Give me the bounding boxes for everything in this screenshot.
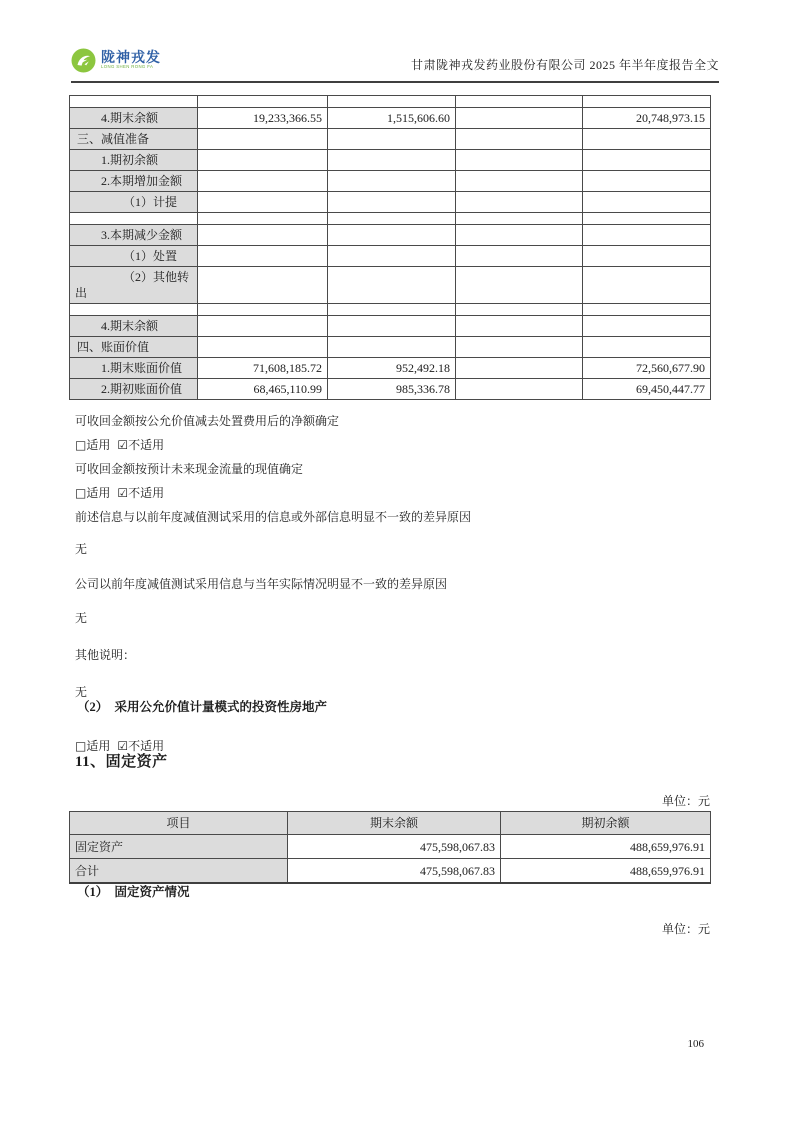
row-label-cell: 合计 [70, 859, 288, 884]
checkbox-checked-icon: ☑ [117, 739, 129, 753]
page-content [69, 95, 710, 936]
value-cell: 69,450,447.77 [583, 379, 711, 400]
value-cell [198, 246, 328, 267]
logo-text [101, 50, 174, 71]
not-applicable-label: 不适用 [128, 486, 165, 500]
row-label-cell: （1）处置 [70, 246, 198, 267]
value-cell [456, 108, 583, 129]
empty-cell [583, 96, 711, 108]
logo-bird-icon [71, 48, 96, 73]
value-cell: 475,598,067.83 [288, 835, 501, 859]
applicability-line [69, 438, 710, 452]
section-investment-property-heading: （2） 采用公允价值计量模式的投资性房地产 [77, 700, 328, 714]
value-cell: 488,659,976.91 [501, 859, 711, 884]
table-row [70, 108, 711, 129]
empty-cell [456, 96, 583, 108]
table-row [70, 171, 711, 192]
value-cell [328, 316, 456, 337]
company-logo [71, 48, 174, 73]
value-cell [456, 150, 583, 171]
value-cell [583, 192, 711, 213]
row-label-cell: 1.期初余额 [70, 150, 198, 171]
checkbox-unchecked-icon: □ [75, 486, 87, 500]
table-row [70, 859, 711, 884]
impairment-table-body [70, 96, 711, 400]
table-row [70, 267, 711, 304]
value-cell: 488,659,976.91 [501, 835, 711, 859]
value-cell [456, 225, 583, 246]
table-row [70, 129, 711, 150]
applicable-label: 适用 [86, 438, 111, 452]
applicability-line [69, 486, 710, 500]
value-cell [328, 192, 456, 213]
page-header [71, 48, 719, 83]
value-cell [328, 267, 456, 304]
logo-brand-en: LONG SHEN RONG FA [101, 65, 154, 70]
value-cell: 475,598,067.83 [288, 859, 501, 884]
value-cell [456, 171, 583, 192]
value-cell [198, 150, 328, 171]
recoverable-fair-value-text: 可收回金额按公允价值减去处置费用后的净额确定 [75, 414, 340, 428]
row-label-cell: 四、账面价值 [70, 337, 198, 358]
checkbox-checked-icon: ☑ [117, 438, 129, 452]
empty-cell [70, 304, 198, 316]
none-text: 无 [75, 685, 88, 699]
empty-cell [328, 213, 456, 225]
not-applicable-label: 不适用 [128, 438, 165, 452]
value-cell: 72,560,677.90 [583, 358, 711, 379]
report-title: 甘肃陇神戎发药业股份有限公司 2025 年半年度报告全文 [410, 58, 719, 72]
empty-cell [328, 304, 456, 316]
column-header: 期末余额 [288, 812, 501, 835]
impairment-continuation-table [69, 95, 711, 400]
table-header-row [70, 812, 711, 835]
value-cell [198, 192, 328, 213]
row-label-cell: （2）其他转出 [70, 267, 198, 304]
value-cell [583, 225, 711, 246]
table-row [70, 225, 711, 246]
value-cell: 19,233,366.55 [198, 108, 328, 129]
value-cell [583, 246, 711, 267]
column-header: 期初余额 [501, 812, 711, 835]
value-cell [583, 267, 711, 304]
value-cell [583, 171, 711, 192]
none-text: 无 [75, 611, 88, 625]
row-label-cell: 固定资产 [70, 835, 288, 859]
empty-cell [198, 304, 328, 316]
value-cell [328, 337, 456, 358]
value-cell [198, 171, 328, 192]
value-cell [456, 316, 583, 337]
spacer-row [70, 213, 711, 225]
checkbox-checked-icon: ☑ [117, 486, 129, 500]
value-cell [456, 246, 583, 267]
table-row [70, 835, 711, 859]
table-row [70, 316, 711, 337]
row-label-cell: 2.期初账面价值 [70, 379, 198, 400]
value-cell: 952,492.18 [328, 358, 456, 379]
logo-brand-cn: 陇神戎发 [101, 49, 161, 65]
value-cell [456, 379, 583, 400]
value-cell [198, 129, 328, 150]
value-cell [328, 225, 456, 246]
value-cell: 68,465,110.99 [198, 379, 328, 400]
applicable-label: 适用 [86, 739, 111, 753]
row-label-cell: 2.本期增加金额 [70, 171, 198, 192]
value-cell [328, 129, 456, 150]
row-label-cell: 1.期末账面价值 [70, 358, 198, 379]
value-cell [328, 171, 456, 192]
row-label-cell: 3.本期减少金额 [70, 225, 198, 246]
empty-cell [456, 304, 583, 316]
value-cell [198, 225, 328, 246]
value-cell [583, 337, 711, 358]
other-notes-label: 其他说明： [75, 648, 136, 662]
value-cell: 1,515,606.60 [328, 108, 456, 129]
empty-cell [70, 96, 198, 108]
page-number: 106 [687, 1038, 704, 1050]
value-cell [328, 246, 456, 267]
value-cell: 20,748,973.15 [583, 108, 711, 129]
row-label-cell: 4.期末余额 [70, 108, 198, 129]
recoverable-present-value-text: 可收回金额按预计未来现金流量的现值确定 [75, 462, 304, 476]
row-label-cell: 4.期末余额 [70, 316, 198, 337]
row-label-cell: 三、减值准备 [70, 129, 198, 150]
table-row [70, 379, 711, 400]
empty-cell [328, 96, 456, 108]
applicable-label: 适用 [86, 486, 111, 500]
none-text: 无 [75, 542, 88, 556]
value-cell [328, 150, 456, 171]
unit-label: 单位：元 [661, 794, 710, 808]
row-label-cell: （1）计提 [70, 192, 198, 213]
value-cell [583, 129, 711, 150]
table-row [70, 246, 711, 267]
value-cell [456, 129, 583, 150]
empty-cell [198, 96, 328, 108]
spacer-row [70, 304, 711, 316]
company-prior-difference-text: 公司以前年度减值测试采用信息与当年实际情况明显不一致的差异原因 [75, 577, 448, 591]
value-cell [583, 150, 711, 171]
value-cell [198, 316, 328, 337]
fixed-assets-table-body [70, 835, 711, 884]
section-fixed-assets-heading: 11、固定资产 [75, 754, 168, 770]
column-header: 项目 [70, 812, 288, 835]
unit-label: 单位：元 [661, 922, 710, 936]
value-cell [456, 358, 583, 379]
checkbox-unchecked-icon: □ [75, 739, 87, 753]
checkbox-unchecked-icon: □ [75, 438, 87, 452]
empty-cell [456, 213, 583, 225]
empty-cell [70, 213, 198, 225]
empty-cell [583, 304, 711, 316]
table-row [70, 358, 711, 379]
applicability-line [69, 739, 710, 753]
value-cell [583, 316, 711, 337]
value-cell [198, 337, 328, 358]
value-cell: 71,608,185.72 [198, 358, 328, 379]
value-cell: 985,336.78 [328, 379, 456, 400]
empty-cell [198, 213, 328, 225]
value-cell [198, 267, 328, 304]
fixed-assets-table [69, 811, 711, 884]
prior-info-difference-text: 前述信息与以前年度减值测试采用的信息或外部信息明显不一致的差异原因 [75, 510, 472, 524]
spacer-row [70, 96, 711, 108]
empty-cell [583, 213, 711, 225]
table-row [70, 150, 711, 171]
section-fixed-assets-detail-heading: （1） 固定资产情况 [77, 885, 190, 899]
not-applicable-label: 不适用 [128, 739, 165, 753]
table-row [70, 192, 711, 213]
value-cell [456, 337, 583, 358]
value-cell [456, 192, 583, 213]
value-cell [456, 267, 583, 304]
table-row [70, 337, 711, 358]
